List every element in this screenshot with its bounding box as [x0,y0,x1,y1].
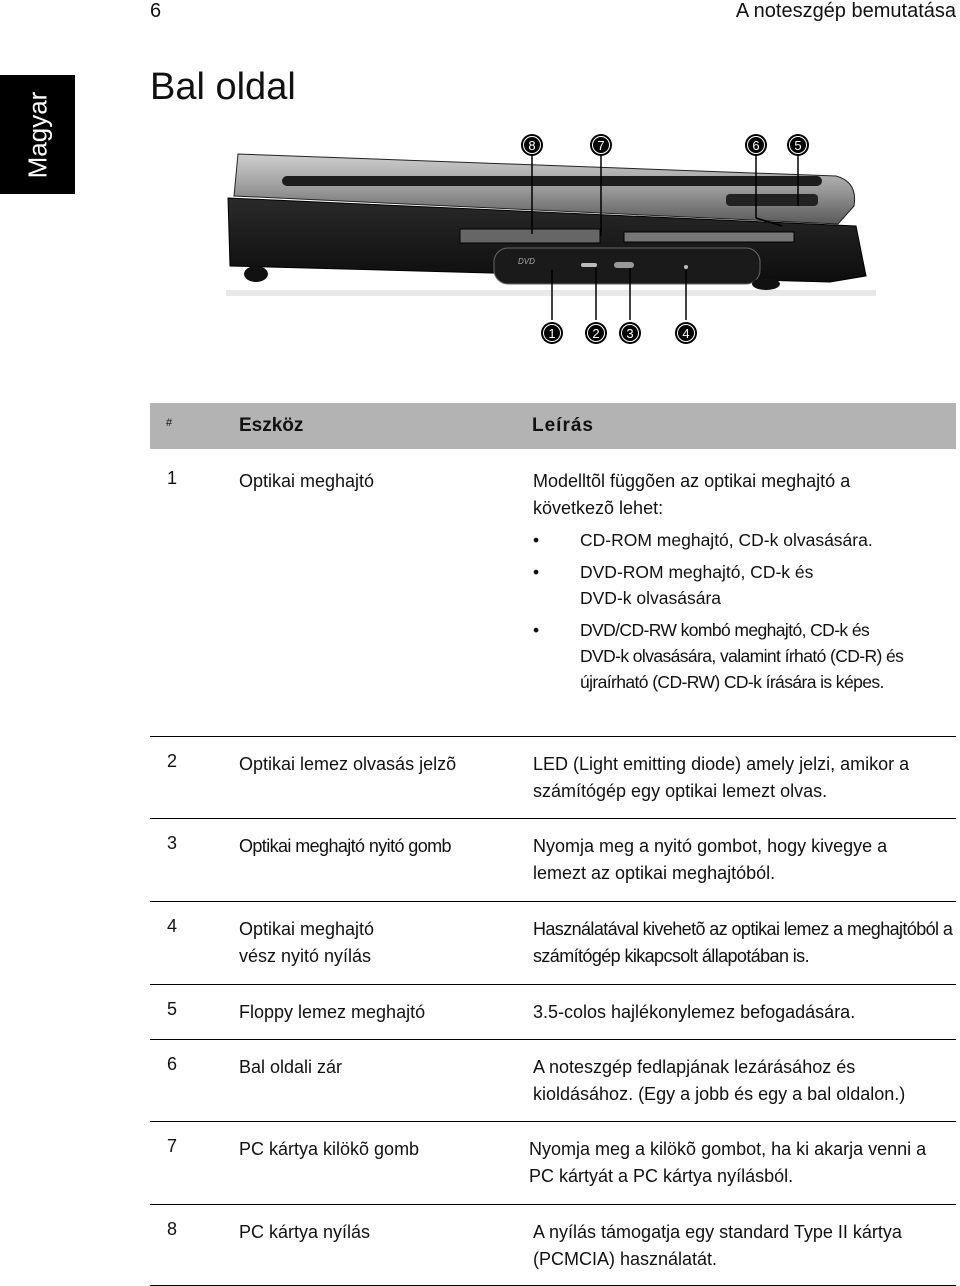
language-tab [0,75,75,194]
row-description: Nyomja meg a nyitó gombot, hogy kivegye a lemezt az optikai meghajtóból. [533,836,888,883]
components-table [150,403,956,1286]
row-device: Optikai lemez olvasás jelzõ [239,754,457,774]
drive-led [581,263,597,267]
pc-card-slot [460,229,600,243]
row-description: A nyílás támogatja egy standard Type II kártya (PCMCIA) használatát. [533,1222,902,1269]
callout-6 [745,134,767,156]
row-device: Optikai meghajtó vész nyitó nyílás [239,919,375,966]
running-header: A noteszgép bemutatása [735,0,956,22]
row-device: Bal oldali zár [239,1057,343,1077]
callout-5 [787,134,809,156]
row-number: 5 [167,999,178,1019]
svg-text:8: 8 [528,138,536,153]
row-number: 3 [167,833,178,853]
table-header [150,403,956,449]
table-row [150,819,956,902]
row-number: 7 [167,1136,178,1156]
row-device: Optikai meghajtó [239,471,375,491]
callout-3 [619,322,641,344]
shadow [226,290,876,296]
eject-button-shape [614,262,634,268]
svg-text:3: 3 [626,326,634,341]
row-device: PC kártya nyílás [239,1222,371,1242]
list-item: • CD-ROM meghajtó, CD-k olvasására. [533,530,873,550]
row-description: LED (Light emitting diode) amely jelzi, amikor a számítógép egy optikai lemezt olvas. [533,754,910,801]
table-row [150,468,956,737]
row-device: PC kártya kilökõ gomb [239,1139,420,1159]
table-row [150,1040,956,1122]
row-description: Modelltõl függõen az optikai meghajtó a következõ lehet: [533,471,851,518]
svg-text:1: 1 [548,326,556,341]
svg-text:6: 6 [752,138,760,153]
callout-4 [675,322,697,344]
table-row [150,1122,956,1205]
svg-text:7: 7 [597,138,605,153]
callout-1 [541,322,563,344]
svg-text:4: 4 [682,326,690,341]
row-number: 6 [167,1054,178,1074]
dvd-logo: DVD [518,257,535,266]
row-number: 2 [167,751,178,771]
laptop-foot [244,266,268,282]
language-tab-label: Magyar [22,91,52,178]
floppy-slot [624,232,794,242]
lid-latch-area [726,194,818,206]
laptop-foot [752,278,780,290]
row-description: A noteszgép fedlapjának lezárásához és kioldásához. (Egy a jobb és egy a bal oldalon.) [533,1057,906,1104]
header-description: Leírás [532,415,594,436]
svg-text:2: 2 [592,326,600,341]
laptop-left-side-illustration [226,126,886,356]
table-row [150,737,956,819]
row-description: Használatával kivehetõ az optikai lemez a meghajtóból a számítógép kikapcsolt állapotában is. [533,919,953,966]
row-number: 8 [167,1219,178,1239]
drive-type-list [533,527,960,695]
list-item: • DVD/CD-RW kombó meghajtó, CD-k és DVD-k olvasására, valamint írható (CD-R) és újraírható (CD-RW) CD-k írására is képes. [533,620,904,692]
table-row [150,902,956,985]
emergency-hole [684,265,688,269]
svg-text:5: 5 [794,138,802,153]
row-description: 3.5-colos hajlékonylemez befogadására. [533,1002,856,1022]
row-number: 1 [167,468,178,488]
callout-7 [590,134,612,156]
page-number: 6 [150,0,162,22]
section-title: Bal oldal [150,66,296,108]
list-item: • DVD-ROM meghajtó, CD-k és DVD-k olvasására [533,562,814,608]
row-device: Optikai meghajtó nyitó gomb [239,836,451,856]
callout-2 [585,322,607,344]
lid-groove [282,176,822,186]
row-number: 4 [167,916,178,936]
table-row [150,1205,956,1286]
header-device: Eszköz [239,415,304,436]
header-number: # [166,417,173,429]
row-description: Nyomja meg a kilökõ gombot, ha ki akarja venni a PC kártyát a PC kártya nyílásból. [529,1139,927,1186]
callout-8 [521,134,543,156]
table-row [150,985,956,1040]
row-device: Floppy lemez meghajtó [239,1002,426,1022]
